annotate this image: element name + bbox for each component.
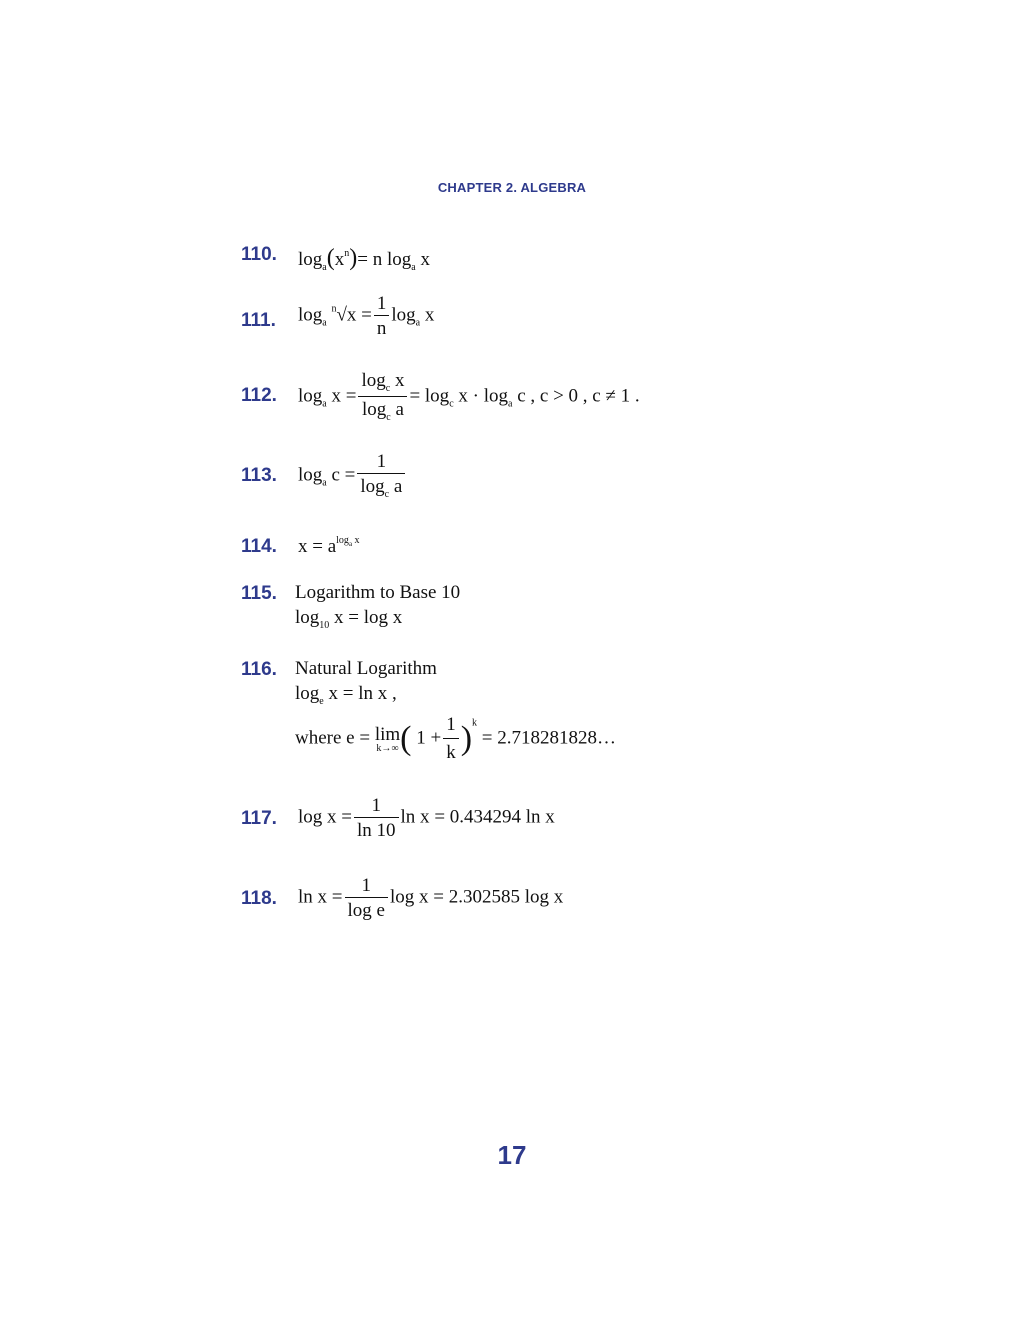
section-title-base-10: Logarithm to Base 10 xyxy=(295,582,461,603)
coefficient-117: = 0.434294 ln x xyxy=(434,806,555,828)
e-value: = 2.718281828… xyxy=(481,727,617,749)
formula-number: 118. xyxy=(241,888,277,909)
page-number: 17 xyxy=(497,1140,527,1170)
formula-number: 114. xyxy=(241,536,277,557)
formula-number: 117. xyxy=(241,808,277,829)
formula-number: 115. xyxy=(241,583,277,604)
formula-number: 116. xyxy=(241,659,277,680)
formula-number: 113. xyxy=(241,465,277,486)
where-label: where xyxy=(295,727,342,749)
formula-116-e-definition: where e = lim k→∞ ( 1 + $\frac{1}{k}$ )$^k$ = 2.718281828… xyxy=(295,714,617,763)
formula-number: 112. xyxy=(241,385,277,406)
formula-111: $\log_a ^n√x$ = $\frac{1}{n}$ $\log_a x$ xyxy=(298,293,435,339)
formula-116: $\log_e x = \ln x$ , xyxy=(295,683,397,707)
formula-110: $\log_a(x^n)= n$ $\log_a x$ xyxy=(298,245,430,273)
chapter-header: CHAPTER 2. ALGEBRA xyxy=(437,180,587,195)
formula-114: $x = a^{log_a x}$ xyxy=(298,535,360,557)
formula-118: ln x = $\frac{1}{\text{log e}}$ log x = 2.302585 log x xyxy=(298,875,564,921)
formula-number: 110. xyxy=(241,244,277,265)
formula-number: 111. xyxy=(241,310,276,331)
formula-113: $\log_a c$ = $\frac{1}{\log_c a}$ xyxy=(298,452,407,500)
section-title-natural-log: Natural Logarithm xyxy=(295,658,437,679)
formula-115: $\log_{10} x = \log x$ xyxy=(295,607,403,631)
formula-117: log x = $\frac{1}{\ln 10}$ ln x = 0.434294 ln x xyxy=(298,795,555,841)
coefficient-118: = 2.302585 log x xyxy=(433,886,564,908)
formula-112: $\log_a x$ = $\frac{\log_c x}{\log_c a}$ = $\log_c x \cdot \log_a c$ , c > 0 , c ≠ 1 . xyxy=(298,370,640,423)
